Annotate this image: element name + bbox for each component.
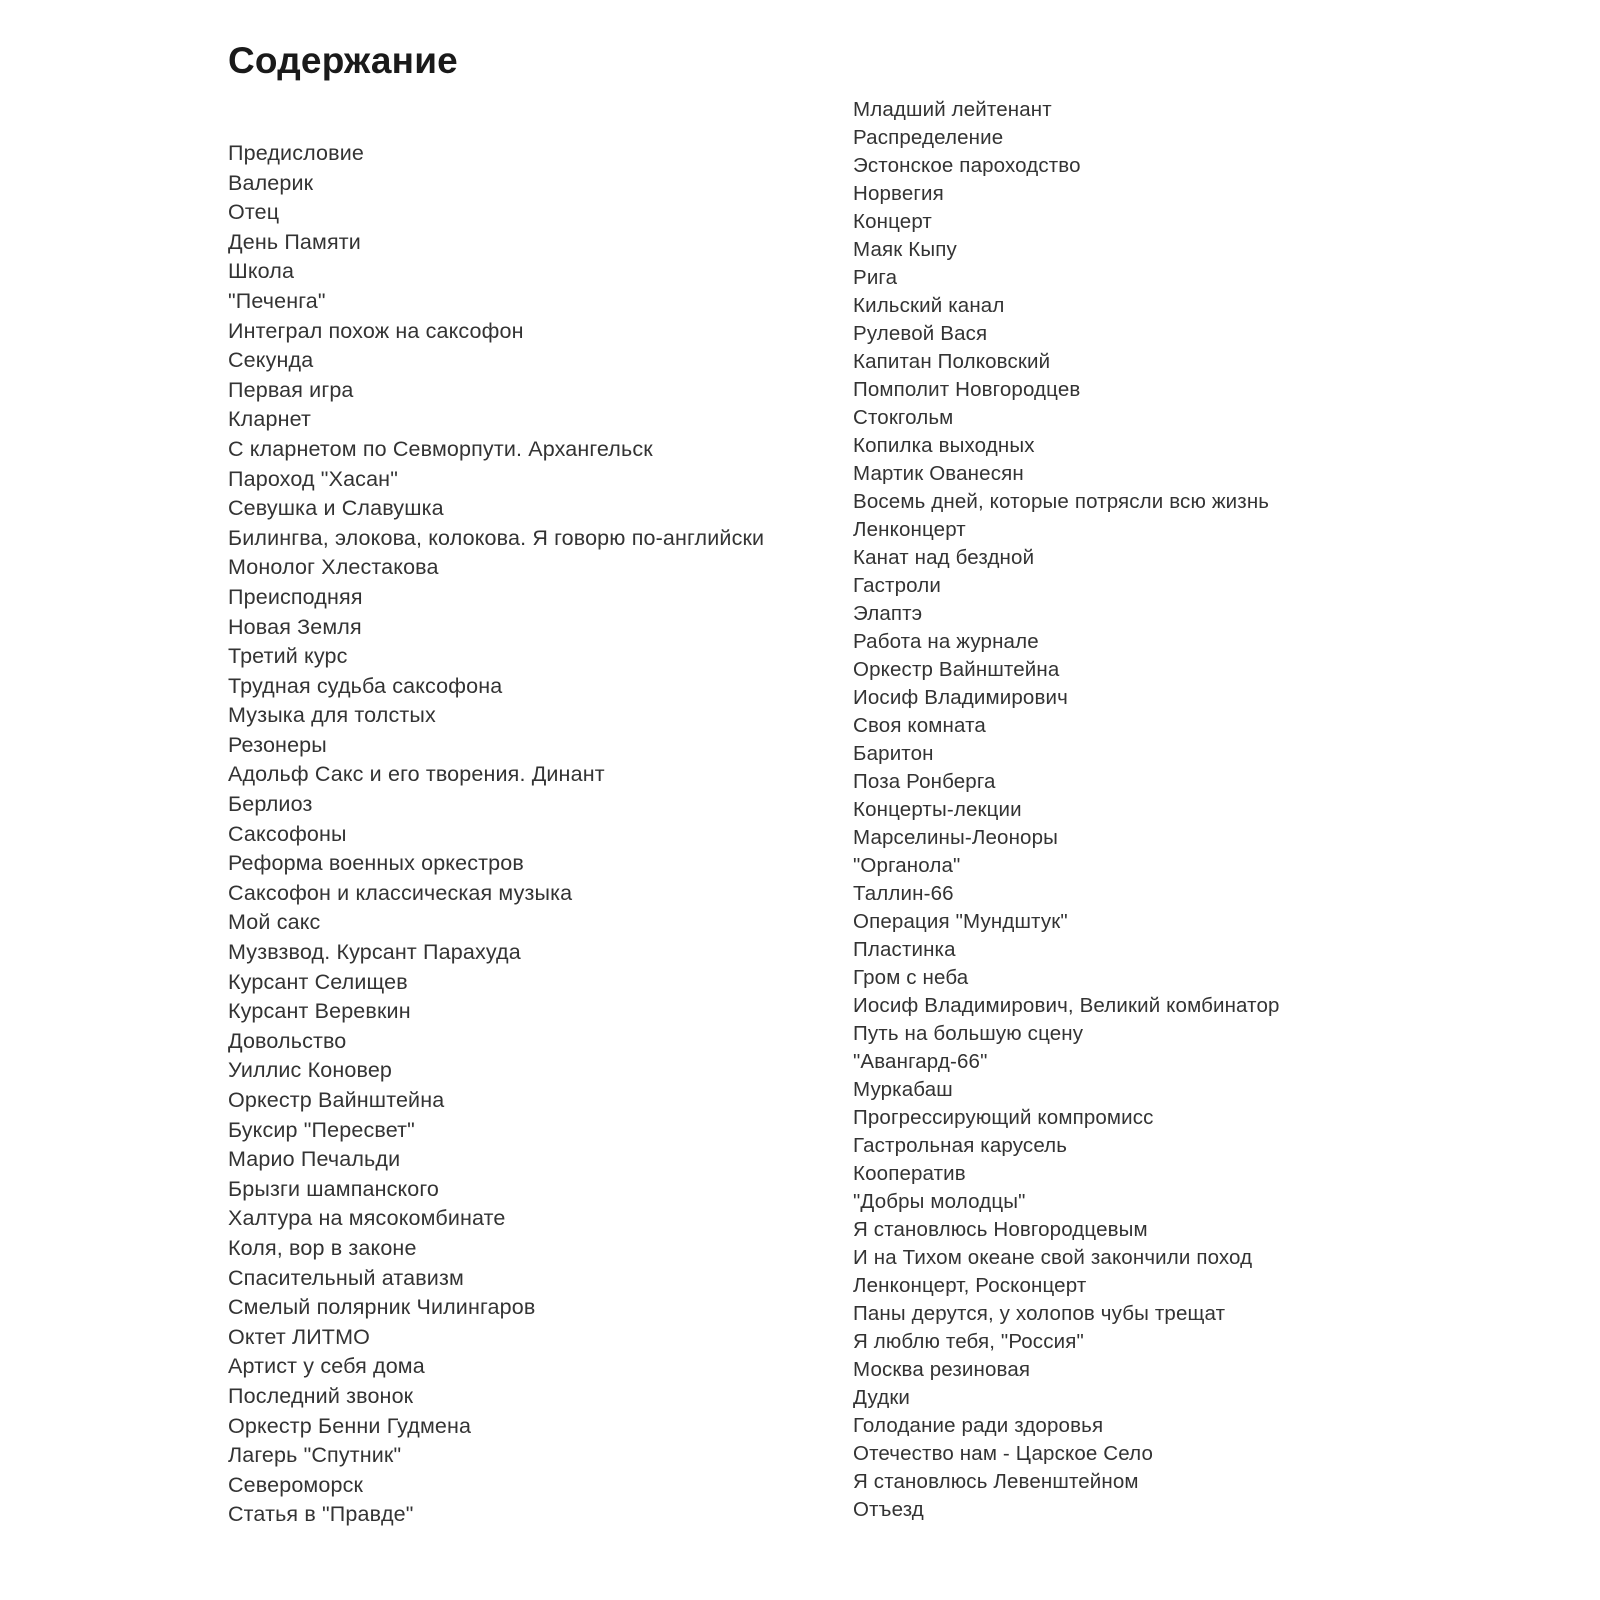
toc-entry: Реформа военных оркестров <box>228 851 524 876</box>
toc-entry: Адольф Сакс и его творения. Динант <box>228 762 605 787</box>
page-title: Содержание <box>228 40 458 81</box>
toc-entry: Саксофон и классическая музыка <box>228 880 573 905</box>
toc-entry: Оркестр Вайнштейна <box>228 1088 445 1112</box>
toc-entry: Кооператив <box>853 1162 966 1185</box>
toc-entry: Интеграл похож на саксофон <box>228 318 524 343</box>
toc-entry: Гром с неба <box>853 966 969 989</box>
toc-entry: Помполит Новгородцев <box>853 378 1081 401</box>
toc-entry: Стокгольм <box>853 406 954 429</box>
toc-entry: Предисловие <box>228 141 364 165</box>
toc-entry: Резонеры <box>228 732 327 757</box>
toc-entry: Статья в "Правде" <box>228 1502 414 1527</box>
toc-entry: Третий курс <box>228 644 348 669</box>
toc-entry: Иосиф Владимирович <box>853 686 1068 709</box>
toc-entry: Пластинка <box>853 938 956 961</box>
toc-entry: Отъезд <box>853 1498 924 1521</box>
toc-entry: Работа на журнале <box>853 630 1039 653</box>
toc-entry: Саксофоны <box>228 821 347 846</box>
toc-entry: Лагерь "Спутник" <box>228 1443 402 1468</box>
toc-entry: Голодание ради здоровья <box>853 1414 1104 1437</box>
toc-entry: Рига <box>853 266 898 289</box>
toc-entry: Оркестр Бенни Гудмена <box>228 1413 472 1438</box>
toc-entry: Москва резиновая <box>853 1358 1031 1381</box>
toc-entry: Норвегия <box>853 182 944 205</box>
toc-entry: Кильский канал <box>853 294 1005 317</box>
toc-entry: Отец <box>228 200 280 225</box>
toc-entry: Канат над бездной <box>853 546 1035 569</box>
toc-entry: Октет ЛИТМО <box>228 1324 371 1349</box>
toc-entry: Рулевой Вася <box>853 322 988 345</box>
toc-entry: Капитан Полковский <box>853 350 1051 373</box>
toc-entry: Гастрольная карусель <box>853 1134 1068 1157</box>
toc-entry: Копилка выходных <box>853 434 1035 457</box>
toc-entry: И на Тихом океане свой закончили поход <box>853 1246 1253 1269</box>
toc-entry: Элаптэ <box>853 602 923 625</box>
toc-entry: Баритон <box>853 742 934 765</box>
toc-entry: Берлиоз <box>228 792 313 817</box>
toc-entry: Валерик <box>228 170 314 195</box>
toc-entry: Гастроли <box>853 574 941 597</box>
toc-entry: "Органола" <box>853 854 961 877</box>
toc-entry: Муркабаш <box>853 1078 953 1101</box>
toc-entry: Концерт <box>853 210 932 233</box>
toc-entry: Трудная судьба саксофона <box>228 673 503 698</box>
toc-entry: Первая игра <box>228 377 354 402</box>
toc-entry: Буксир "Пересвет" <box>228 1117 415 1142</box>
toc-entry: Я люблю тебя, "Россия" <box>853 1330 1084 1353</box>
toc-entry: Артист у себя дома <box>228 1354 425 1379</box>
toc-entry: Билингва, элокова, колокова. Я говорю по-английски <box>228 525 765 550</box>
toc-entry: Дудки <box>853 1386 911 1409</box>
toc-entry: Ленконцерт, Росконцерт <box>853 1274 1087 1297</box>
toc-entry: "Добры молодцы" <box>853 1190 1026 1213</box>
toc-entry: Концерты-лекции <box>853 798 1022 821</box>
toc-right-column <box>853 96 1280 1524</box>
toc-entry: Халтура на мясокомбинате <box>228 1206 506 1231</box>
toc-entry: Отечество нам - Царское Село <box>853 1442 1154 1465</box>
toc-entry: Музвзвод. Курсант Парахуда <box>228 940 521 965</box>
toc-entry: Мой сакс <box>228 910 321 935</box>
toc-entry: Последний звонок <box>228 1383 414 1408</box>
toc-entry: Секунда <box>228 348 314 373</box>
toc-entry: Курсант Селищев <box>228 969 408 994</box>
toc-entry: Смелый полярник Чилингаров <box>228 1295 536 1320</box>
toc-entry: "Печенга" <box>228 288 326 313</box>
toc-entry: "Авангард-66" <box>853 1050 988 1073</box>
toc-entry: Я становлюсь Левенштейном <box>853 1470 1139 1493</box>
toc-entry: Распределение <box>853 126 1004 149</box>
toc-entry: Курсант Веревкин <box>228 999 411 1024</box>
toc-entry: Марселины-Леоноры <box>853 826 1059 849</box>
toc-entry: Я становлюсь Новгородцевым <box>853 1218 1148 1241</box>
toc-entry: Севушка и Славушка <box>228 496 444 521</box>
toc-entry: Уиллис Коновер <box>228 1058 393 1083</box>
toc-entry: Поза Ронберга <box>853 770 996 793</box>
toc-entry: Путь на большую сцену <box>853 1022 1084 1045</box>
toc-entry: Пароход "Хасан" <box>228 466 398 491</box>
toc-entry: Музыка для толстых <box>228 703 436 728</box>
toc-entry: Оркестр Вайнштейна <box>853 658 1060 681</box>
toc-entry: Прогрессирующий компромисс <box>853 1106 1154 1129</box>
toc-entry: Ленконцерт <box>853 518 966 541</box>
toc-entry: Восемь дней, которые потрясли всю жизнь <box>853 490 1270 513</box>
toc-entry: Преисподняя <box>228 584 363 609</box>
toc-entry: Довольство <box>228 1028 347 1053</box>
toc-entry: Коля, вор в законе <box>228 1235 417 1260</box>
toc-entry: Марио Печальди <box>228 1147 401 1172</box>
toc-entry: День Памяти <box>228 229 361 254</box>
toc-entry: С кларнетом по Севморпути. Архангельск <box>228 436 653 461</box>
toc-entry: Монолог Хлестакова <box>228 555 439 580</box>
toc-entry: Своя комната <box>853 714 986 737</box>
toc-entry: Новая Земля <box>228 614 362 639</box>
toc-entry: Младший лейтенант <box>853 98 1052 121</box>
toc-entry: Спасительный атавизм <box>228 1265 464 1290</box>
toc-entry: Эстонское пароходство <box>853 154 1081 177</box>
toc-entry: Брызги шампанского <box>228 1176 440 1201</box>
toc-entry: Таллин-66 <box>853 882 954 905</box>
toc-entry: Школа <box>228 259 295 284</box>
toc-entry: Маяк Кыпу <box>853 238 957 261</box>
toc-left-column <box>228 139 764 1530</box>
toc-entry: Североморск <box>228 1472 364 1497</box>
toc-entry: Паны дерутся, у холопов чубы трещат <box>853 1302 1226 1325</box>
toc-entry: Операция "Мундштук" <box>853 910 1068 933</box>
toc-entry: Мартик Ованесян <box>853 462 1024 485</box>
toc-entry: Иосиф Владимирович, Великий комбинатор <box>853 994 1280 1017</box>
toc-entry: Кларнет <box>228 407 311 432</box>
